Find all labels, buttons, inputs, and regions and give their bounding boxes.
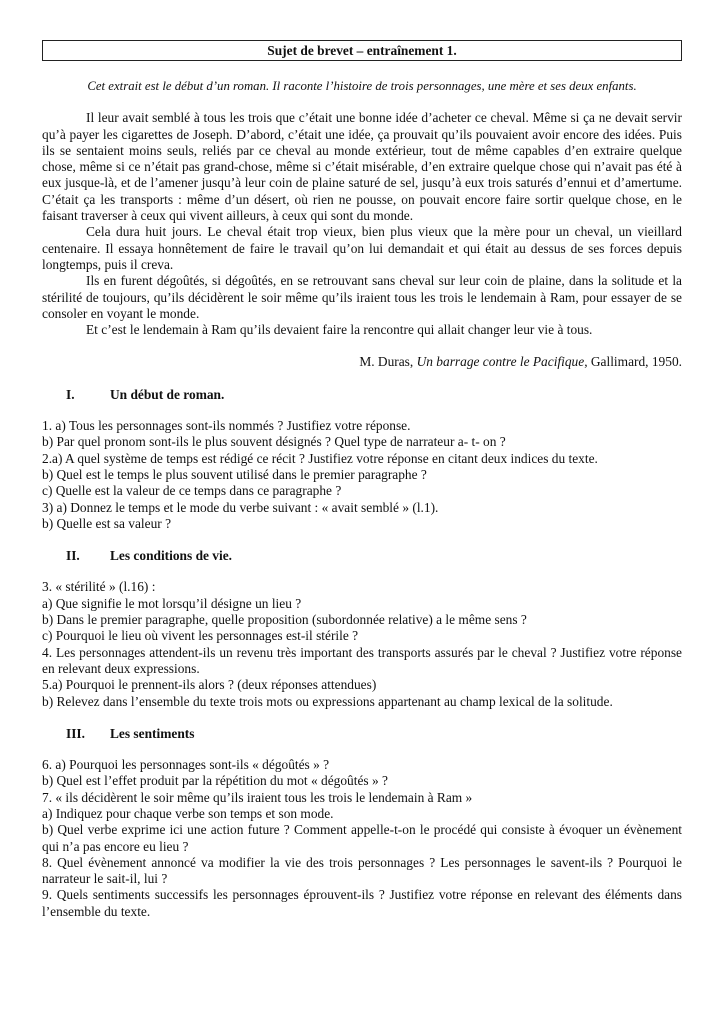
question: c) Quelle est la valeur de ce temps dans ce paragraphe ? <box>42 483 342 499</box>
question: b) Quel verbe exprime ici une action future ? Comment appelle-t-on le procédé qui consiste à évoquer un évènement qui n’a pas encore eu lieu ? <box>42 822 682 854</box>
question: a) Indiquez pour chaque verbe son temps et son mode. <box>42 805 334 821</box>
section-title: Un début de roman. <box>110 386 225 402</box>
question: c) Pourquoi le lieu où vivent les personnages est-il stérile ? <box>42 628 359 644</box>
question: 2.a) A quel système de temps est rédigé ce récit ? Justifiez votre réponse en citant deux indices du texte. <box>42 450 598 466</box>
excerpt-source <box>42 354 682 370</box>
source-author: M. Duras, <box>359 354 417 370</box>
excerpt-paragraph: Il leur avait semblé à tous les trois que c’était une bonne idée d’acheter ce cheval. Même si ça ne devait servir qu’à payer les cigarettes de Joseph. D’abord, c’était une idée, ça prouvait qu’ils pouvaient avoir encore des idées. Puis ils se sentaient moins seuls, reliés par ce cheval au monde extérieur, tout de même capables d’en extraire quelque chose, même si ce n’était pas grand-chose, même si c’était misérable, d’en extraire quelque chose qui n’avait pas été à eux jusque-là, et de l’amener jusqu’à leur coin de plaine saturé de sel, jusqu’à eux trois saturés d’ennui et d’amertume. C’était ça les transports : même d’un désert, où rien ne pousse, on pouvait encore faire sortir quelque chose, en le faisant traverser à ceux qui vivent ailleurs, à ceux qui sont du monde. <box>42 110 682 224</box>
section-heading-3 <box>42 726 682 742</box>
question: b) Quelle est sa valeur ? <box>42 515 172 531</box>
question-list-2 <box>42 579 682 709</box>
question: b) Quel est l’effet produit par la répétition du mot « dégoûtés » ? <box>42 773 388 789</box>
intro-text: Cet extrait est le début d’un roman. Il raconte l’histoire de trois personnages, une mère et ses deux enfants. <box>87 79 637 93</box>
question-list-1 <box>42 418 682 532</box>
question: 4. Les personnages attendent-ils un revenu très important des transports assurés par le cheval ? Justifiez votre réponse en relevant deux expressions. <box>42 644 682 676</box>
section-title: Les sentiments <box>110 725 195 741</box>
question: b) Dans le premier paragraphe, quelle proposition (subordonnée relative) a le même sens ? <box>42 612 527 628</box>
section-number: III. <box>66 725 85 741</box>
section-heading-1 <box>42 387 682 403</box>
excerpt <box>42 110 682 338</box>
question: 3. « stérilité » (l.16) : <box>42 579 156 595</box>
question: 6. a) Pourquoi les personnages sont-ils « dégoûtés » ? <box>42 757 330 773</box>
excerpt-paragraph: Et c’est le lendemain à Ram qu’ils devaient faire la rencontre qui allait changer leur vie à tous. <box>86 322 593 338</box>
question: b) Relevez dans l’ensemble du texte trois mots ou expressions appartenant au champ lexical de la solitude. <box>42 693 613 709</box>
document-title <box>42 40 682 61</box>
section-number: II. <box>66 548 80 564</box>
question: a) Que signifie le mot lorsqu’il désigne un lieu ? <box>42 595 302 611</box>
question: 1. a) Tous les personnages sont-ils nommés ? Justifiez votre réponse. <box>42 418 411 434</box>
question: 8. Quel évènement annoncé va modifier la vie des trois personnages ? Les personnages le savent-ils ? Pourquoi le narrateur le sait-il, lui ? <box>42 854 682 887</box>
section-heading-2 <box>42 548 682 564</box>
question: 5.a) Pourquoi le prennent-ils alors ? (deux réponses attendues) <box>42 677 377 693</box>
question-list-3 <box>42 757 682 920</box>
excerpt-paragraph: Cela dura huit jours. Le cheval était trop vieux, bien plus vieux que la mère pour un cheval, un vieillard centenaire. Il essaya honnêtement de faire le travail qu’on lui demandait et qui était au dessus de ses forces depuis longtemps, puis il creva. <box>42 224 682 272</box>
source-publisher: , Gallimard, 1950. <box>584 354 682 370</box>
question: 3) a) Donnez le temps et le mode du verbe suivant : « avait semblé » (l.1). <box>42 499 439 515</box>
document-title-text: Sujet de brevet – entraînement 1. <box>267 43 457 58</box>
section-number: I. <box>66 386 75 402</box>
question: b) Quel est le temps le plus souvent utilisé dans le premier paragraphe ? <box>42 466 427 482</box>
source-book-title: Un barrage contre le Pacifique <box>416 354 585 370</box>
section-title: Les conditions de vie. <box>110 548 233 564</box>
question: 7. « ils décidèrent le soir même qu’ils iraient tous les trois le lendemain à Ram » <box>42 789 473 805</box>
question: 9. Quels sentiments successifs les personnages éprouvent-ils ? Justifiez votre réponse en relevant des éléments dans l’ensemble du texte. <box>42 887 682 919</box>
excerpt-paragraph: Ils en furent dégoûtés, si dégoûtés, en se retrouvant sans cheval sur leur coin de plaine, dans la solitude et la stérilité de toujours, qu’ils décidèrent le soir même qu’ils iraient tous les trois le lendemain à Ram, pour essayer de se consoler en voyant le monde. <box>42 273 682 321</box>
question: b) Par quel pronom sont-ils le plus souvent désignés ? Quel type de narrateur a- t- on ? <box>42 434 506 450</box>
